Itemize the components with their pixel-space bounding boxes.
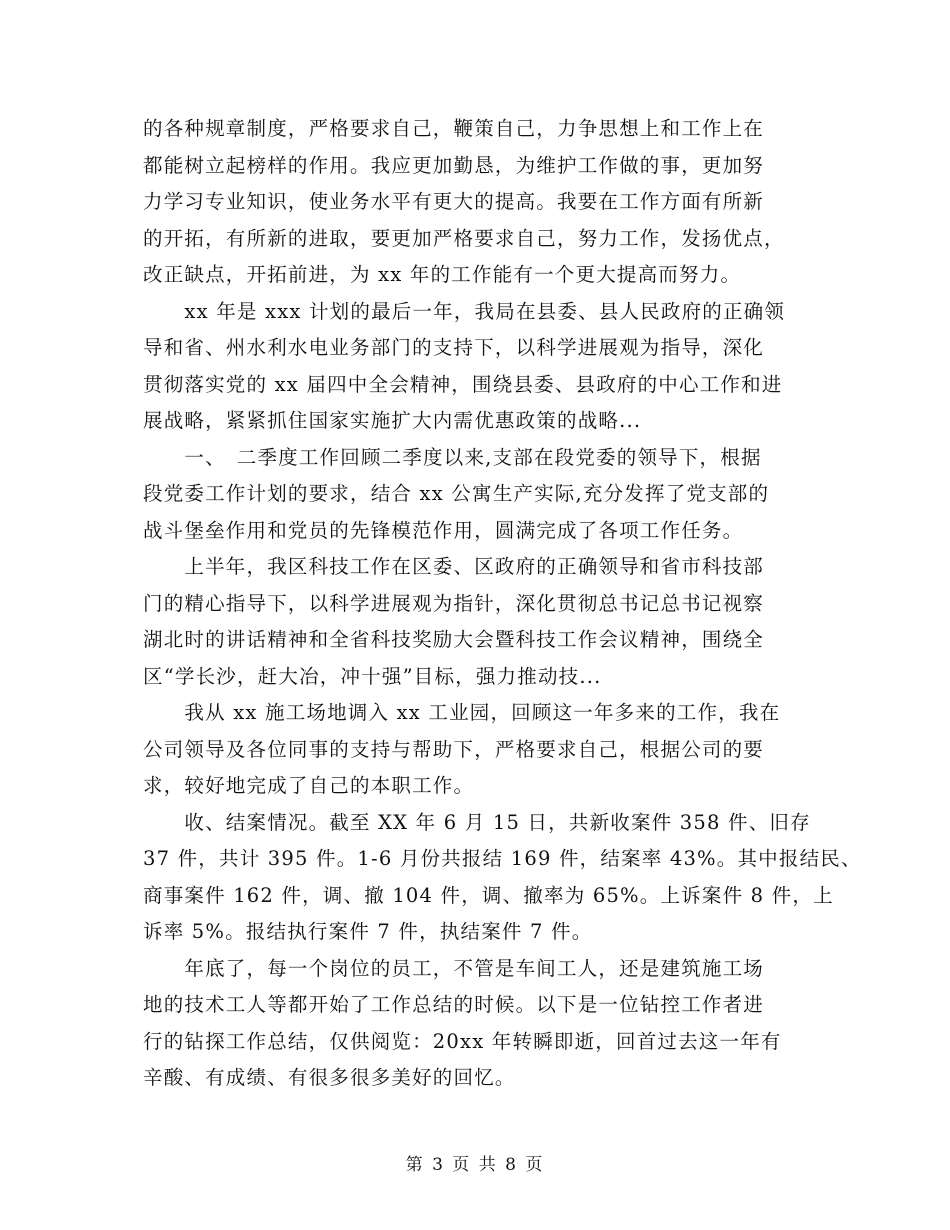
paragraph — [143, 294, 823, 440]
text-line: 诉率 5%。报结执行案件 7 件，执结案件 7 件。 — [143, 920, 593, 943]
text-line: 我从 xx 施工场地调入 xx 工业园，回顾这一年多来的工作，我在 — [143, 701, 781, 724]
paragraph — [143, 440, 823, 550]
text-line: 上半年，我区科技工作在区委、区政府的正确领导和省市科技部 — [143, 555, 765, 578]
text-line: 年底了，每一个岗位的员工，不管是车间工人，还是建筑施工场 — [143, 956, 765, 980]
text-line: 一、 二季度工作回顾二季度以来,支部在段党委的领导下，根据 — [143, 445, 762, 469]
text-line: 行的钻探工作总结，仅供阅览：20xx 年转瞬即逝，回首过去这一年有 — [143, 1029, 782, 1053]
text-line: 的开拓，有所新的进取，要更加严格要求自己，努力工作，发扬优点， — [143, 226, 785, 250]
text-line: 辛酸、有成绩、有很多很多美好的回忆。 — [143, 1066, 516, 1089]
text-line: 的各种规章制度，严格要求自己，鞭策自己，力争思想上和工作上在 — [143, 117, 765, 140]
paragraph — [143, 549, 823, 695]
text-line: 求，较好地完成了自己的本职工作。 — [143, 774, 475, 797]
text-line: 收、结案情况。截至 XX 年 6 月 15 日，共新收案件 358 件、旧存 — [143, 810, 811, 834]
paragraph — [143, 695, 823, 805]
text-line: 贯彻落实党的 xx 届四中全会精神，围绕县委、县政府的中心工作和进 — [143, 372, 783, 396]
paragraph — [143, 951, 823, 1097]
text-line: 门的精心指导下，以科学进展观为指针，深化贯彻总书记总书记视察 — [143, 591, 765, 615]
text-line: 区“学长沙，赶大冶，冲十强”目标，强力推动技... — [143, 664, 602, 688]
text-line: 湖北时的讲话精神和全省科技奖励大会暨科技工作会议精神，围绕全 — [143, 628, 765, 651]
paragraph — [143, 111, 823, 294]
document-body — [143, 111, 862, 1097]
text-line: 导和省、州水利水电业务部门的支持下，以科学进展观为指导，深化 — [143, 336, 765, 359]
text-line: 力学习专业知识，使业务水平有更大的提高。我要在工作方面有所新 — [143, 190, 765, 213]
text-line: 段党委工作计划的要求，结合 xx 公寓生产实际,充分发挥了党支部的 — [143, 482, 770, 505]
page-number-footer: 第 3 页 共 8 页 — [405, 1155, 545, 1175]
paragraph — [143, 805, 862, 951]
text-line: 商事案件 162 件，调、撤 104 件，调、撤率为 65%。上诉案件 8 件，上 — [143, 883, 834, 907]
text-line: 地的技术工人等都开始了工作总结的时候。以下是一位钻控工作者进 — [143, 993, 765, 1016]
text-line: 37 件，共计 395 件。1-6 月份共报结 169 件，结案率 43%。其中报结民、 — [143, 847, 862, 870]
text-line: xx 年是 xxx 计划的最后一年，我局在县委、县人民政府的正确领 — [143, 299, 786, 323]
text-line: 改正缺点，开拓前进，为 xx 年的工作能有一个更大提高而努力。 — [143, 263, 742, 286]
text-line: 都能树立起榜样的作用。我应更加勤恳，为维护工作做的事，更加努 — [143, 153, 765, 177]
text-line: 展战略，紧紧抓住国家实施扩大内需优惠政策的战略... — [143, 409, 642, 432]
text-line: 公司领导及各位同事的支持与帮助下，严格要求自己，根据公司的要 — [143, 737, 765, 761]
text-line: 战斗堡垒作用和党员的先锋模范作用，圆满完成了各项工作任务。 — [143, 518, 744, 542]
